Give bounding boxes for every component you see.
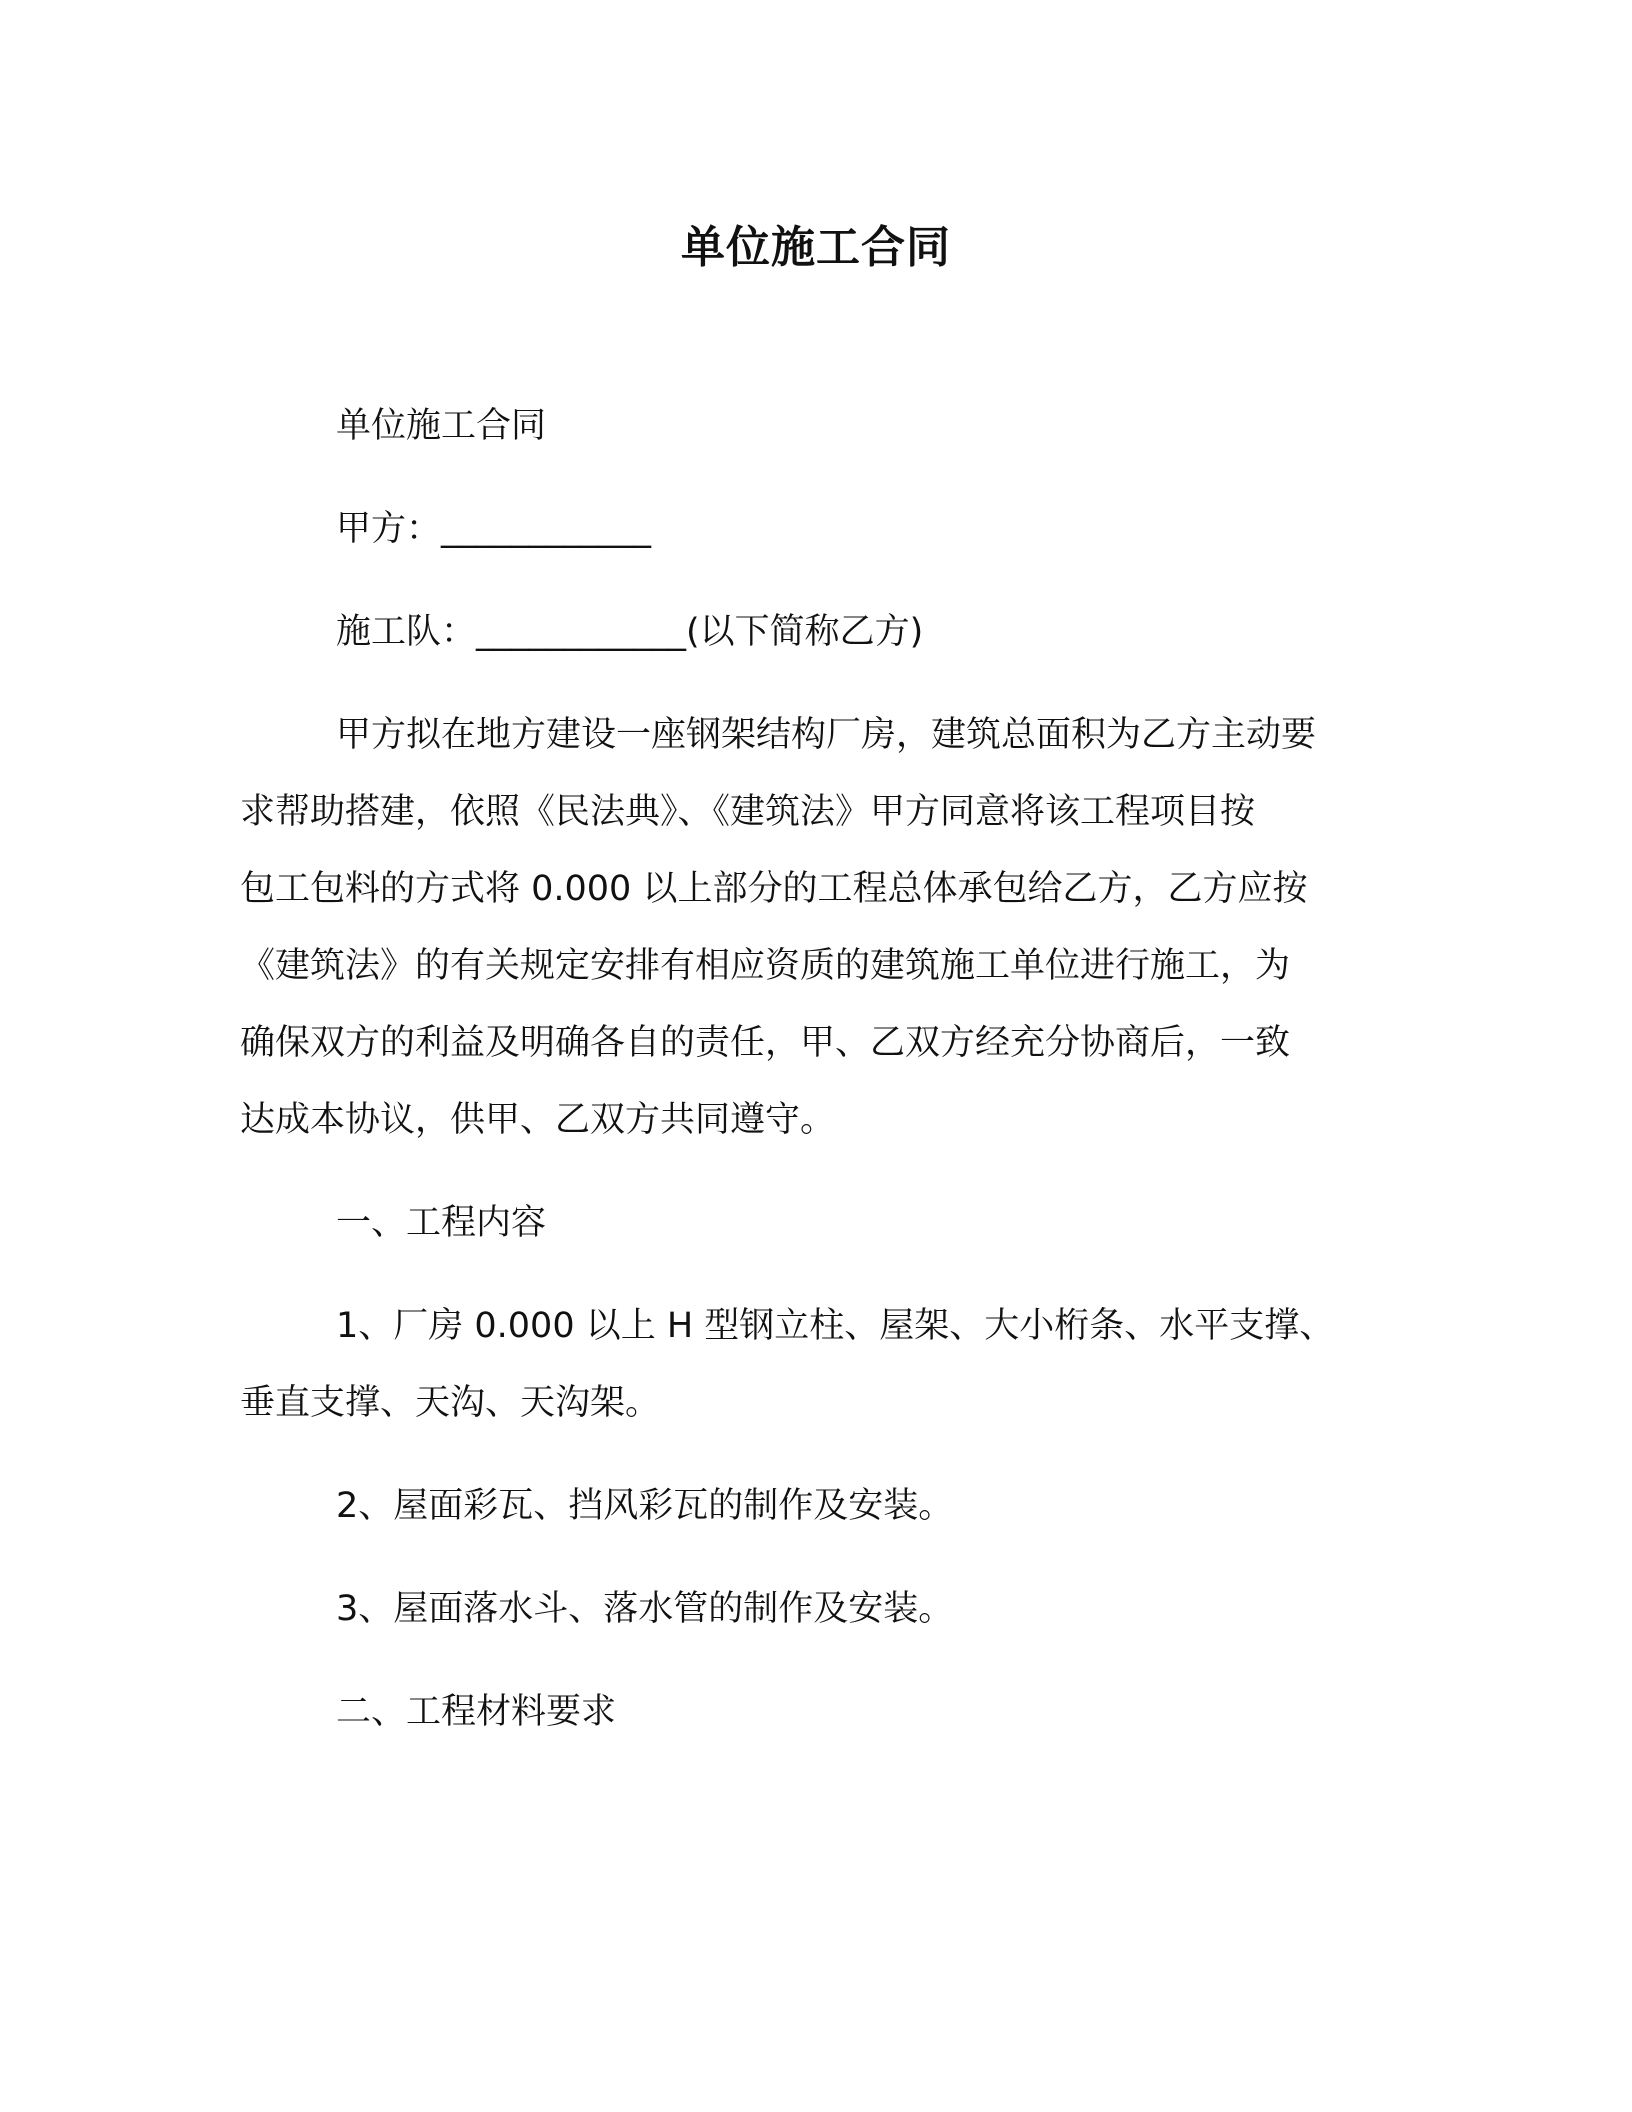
paragraph-line: 《建筑法》的有关规定安排有相应资质的建筑施工单位进行施工，为 — [240, 946, 1291, 986]
intro-paragraph — [240, 697, 1392, 1159]
list-item — [240, 1288, 1392, 1442]
section-heading: 二、工程材料要求 — [336, 1692, 617, 1732]
paragraph-line: 包工包料的方式将 0.000 以上部分的工程总体承包给乙方，乙方应按 — [240, 869, 1308, 909]
paragraph-line: 求帮助搭建，依照《民法典》、《建筑法》甲方同意将该工程项目按 — [240, 792, 1256, 832]
paragraph-line: 垂直支撑、天沟、天沟架。 — [240, 1383, 661, 1423]
list-item: 2、屋面彩瓦、挡风彩瓦的制作及安装。 — [336, 1486, 954, 1526]
paragraph-line: 确保双方的利益及明确各自的责任，甲、乙双方经充分协商后，一致 — [240, 1023, 1291, 1063]
contractor-line: 施工队：____________(以下简称乙方) — [336, 612, 924, 652]
section-heading: 一、工程内容 — [336, 1203, 547, 1243]
subtitle: 单位施工合同 — [336, 406, 547, 446]
list-item: 3、屋面落水斗、落水管的制作及安装。 — [336, 1589, 954, 1629]
party-a-line: 甲方：____________ — [336, 509, 652, 549]
document-title: 单位施工合同 — [681, 222, 951, 273]
paragraph-line: 1、厂房 0.000 以上 H 型钢立柱、屋架、大小桁条、水平支撑、 — [336, 1306, 1335, 1346]
paragraph-line: 甲方拟在地方建设一座钢架结构厂房，建筑总面积为乙方主动要 — [336, 715, 1317, 755]
document-body — [240, 388, 1392, 1751]
paragraph-line: 达成本协议，供甲、乙双方共同遵守。 — [240, 1100, 836, 1140]
